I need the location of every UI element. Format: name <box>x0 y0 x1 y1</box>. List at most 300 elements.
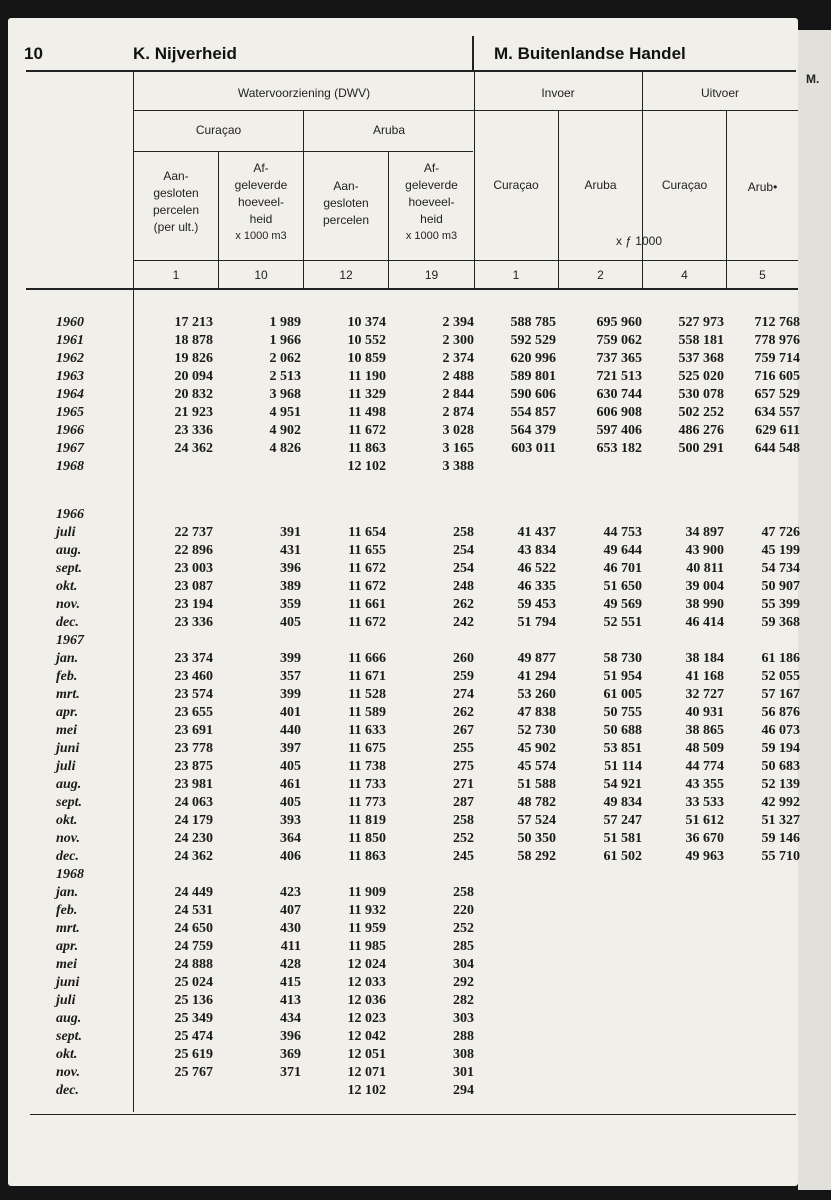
cell: 405 <box>280 795 301 810</box>
row-label: 1967 <box>56 441 84 456</box>
cell: 369 <box>280 1047 301 1062</box>
cell <box>568 902 642 920</box>
cell: 304 <box>453 957 474 972</box>
cell: 61 502 <box>603 849 642 864</box>
cell: 38 865 <box>685 723 724 738</box>
cell: 24 888 <box>174 957 213 972</box>
cell: 17 213 <box>174 315 213 330</box>
cell: 260 <box>453 651 474 666</box>
col-divider-5 <box>558 111 559 288</box>
cell: 396 <box>280 1029 301 1044</box>
cell: 50 688 <box>603 723 642 738</box>
col-code: 12 <box>339 268 353 282</box>
cell: 525 020 <box>678 369 724 384</box>
cell: 23 655 <box>174 705 213 720</box>
row-label: 1961 <box>56 333 84 348</box>
cell <box>486 1082 556 1100</box>
cell: 644 548 <box>754 441 800 456</box>
cell: 45 574 <box>517 759 556 774</box>
cell <box>486 992 556 1010</box>
cell: 12 042 <box>347 1029 386 1044</box>
month-row <box>8 704 798 722</box>
cell <box>568 1064 642 1082</box>
cell: 12 024 <box>347 957 386 972</box>
cell: 630 744 <box>596 387 642 402</box>
annual-row <box>8 314 798 332</box>
cell: 20 832 <box>174 387 213 402</box>
cell: 12 102 <box>347 459 386 474</box>
cell <box>143 1082 213 1100</box>
cell: 61 005 <box>603 687 642 702</box>
cell: 1 966 <box>269 333 301 348</box>
cell: 34 897 <box>685 525 724 540</box>
cell <box>568 956 642 974</box>
row-label: nov. <box>56 597 80 612</box>
year-heading-1966: 1966 <box>56 507 84 522</box>
cell <box>568 1046 642 1064</box>
cell <box>652 992 724 1010</box>
cell: 61 186 <box>761 651 800 666</box>
row-label: apr. <box>56 705 79 720</box>
year-heading-1968: 1968 <box>56 867 84 882</box>
row-label: juni <box>56 741 80 756</box>
cell: 502 252 <box>678 405 724 420</box>
row-label: jan. <box>56 651 79 666</box>
cell: 24 650 <box>174 921 213 936</box>
col-code: 4 <box>681 268 688 282</box>
cell: 11 738 <box>348 759 386 774</box>
cell <box>568 1010 642 1028</box>
cell: 22 896 <box>174 543 213 558</box>
col-code: 10 <box>254 268 268 282</box>
row-label: aug. <box>56 1011 82 1026</box>
cell: 25 024 <box>174 975 213 990</box>
cell <box>568 920 642 938</box>
cell: 282 <box>453 993 474 1008</box>
cell: 49 834 <box>603 795 642 810</box>
cell <box>486 884 556 902</box>
cell: 52 551 <box>603 615 642 630</box>
cell: 52 139 <box>761 777 800 792</box>
header-imports-aruba: Aruba <box>584 178 617 192</box>
cell: 11 932 <box>348 903 386 918</box>
cell: 258 <box>453 813 474 828</box>
cell <box>568 992 642 1010</box>
cell: 413 <box>280 993 301 1008</box>
cell: 11 655 <box>348 543 386 558</box>
cell: 46 073 <box>761 723 800 738</box>
cell: 399 <box>280 651 301 666</box>
annual-row <box>8 404 798 422</box>
cell: 399 <box>280 687 301 702</box>
cell: 275 <box>453 759 474 774</box>
cell: 48 509 <box>685 741 724 756</box>
cell: 423 <box>280 885 301 900</box>
header-rule-3 <box>133 260 798 261</box>
cell: 38 184 <box>685 651 724 666</box>
cell: 411 <box>280 939 301 954</box>
cell: 32 727 <box>685 687 724 702</box>
row-label: jan. <box>56 885 79 900</box>
header-imports-curacao: Curaçao <box>493 178 539 192</box>
cell: 50 350 <box>517 831 556 846</box>
row-label: sept. <box>56 795 83 810</box>
cell: 440 <box>280 723 301 738</box>
cell: 258 <box>453 885 474 900</box>
af-line1: Af- <box>423 161 440 175</box>
col-code: 2 <box>597 268 604 282</box>
cell: 461 <box>280 777 301 792</box>
row-label: dec. <box>56 849 79 864</box>
cell: 397 <box>280 741 301 756</box>
header-imports: Invoer <box>541 86 575 100</box>
month-row <box>8 992 798 1010</box>
cell: 2 394 <box>442 315 474 330</box>
cell: 12 071 <box>347 1065 386 1080</box>
cell <box>730 1046 800 1064</box>
cell: 41 168 <box>685 669 724 684</box>
month-row <box>8 902 798 920</box>
cell: 530 078 <box>678 387 724 402</box>
row-label: sept. <box>56 561 83 576</box>
cell: 11 589 <box>348 705 386 720</box>
cell: 4 902 <box>269 423 301 438</box>
cell: 259 <box>453 669 474 684</box>
cell: 620 996 <box>510 351 556 366</box>
cell: 301 <box>453 1065 474 1080</box>
cell: 49 877 <box>517 651 556 666</box>
annual-row <box>8 350 798 368</box>
af-line2: geleverde <box>234 178 288 192</box>
cell: 603 011 <box>511 441 556 456</box>
cell <box>652 938 724 956</box>
cell: 716 605 <box>754 369 800 384</box>
cell <box>486 458 556 476</box>
cell: 44 753 <box>603 525 642 540</box>
cell: 252 <box>453 921 474 936</box>
cell: 254 <box>453 543 474 558</box>
cell <box>143 458 213 476</box>
cell <box>652 902 724 920</box>
af-line3: hoeveel- <box>237 195 285 209</box>
aang-line1: Aan- <box>333 179 359 193</box>
cell: 11 850 <box>348 831 386 846</box>
cell: 3 968 <box>269 387 301 402</box>
cell: 537 368 <box>678 351 724 366</box>
cell <box>568 938 642 956</box>
af-line3: hoeveel- <box>408 195 455 209</box>
cell: 51 794 <box>517 615 556 630</box>
cell: 405 <box>280 615 301 630</box>
cell: 39 004 <box>685 579 724 594</box>
cell: 695 960 <box>596 315 642 330</box>
cell: 406 <box>280 849 301 864</box>
cell: 294 <box>453 1083 474 1098</box>
cell: 759 714 <box>754 351 800 366</box>
cell: 23 336 <box>174 615 213 630</box>
cell <box>486 1010 556 1028</box>
cell: 407 <box>280 903 301 918</box>
row-label: juli <box>56 993 76 1008</box>
cell: 4 826 <box>269 441 301 456</box>
cell: 46 701 <box>603 561 642 576</box>
row-label: okt. <box>56 813 78 828</box>
table-bottom-rule <box>30 1114 796 1115</box>
cell: 11 661 <box>348 597 386 612</box>
cell: 45 902 <box>517 741 556 756</box>
annual-row <box>8 332 798 350</box>
cell <box>730 992 800 1010</box>
row-label: aug. <box>56 543 82 558</box>
month-row <box>8 1046 798 1064</box>
cell: 41 437 <box>517 525 556 540</box>
cell: 24 230 <box>174 831 213 846</box>
cell: 2 374 <box>442 351 474 366</box>
cell: 25 619 <box>174 1047 213 1062</box>
cell: 252 <box>453 831 474 846</box>
cell: 58 730 <box>603 651 642 666</box>
cell: 24 531 <box>174 903 213 918</box>
cell: 287 <box>453 795 474 810</box>
af-line4: heid <box>249 212 273 226</box>
row-label: nov. <box>56 1065 80 1080</box>
cell: 391 <box>280 525 301 540</box>
row-label: 1960 <box>56 315 84 330</box>
cell <box>730 956 800 974</box>
row-label: apr. <box>56 939 79 954</box>
cell <box>486 920 556 938</box>
cell: 11 671 <box>348 669 386 684</box>
cell <box>730 1010 800 1028</box>
cell: 23 691 <box>174 723 213 738</box>
cell <box>730 938 800 956</box>
header-exports-aruba: Arub• <box>747 180 778 194</box>
aang-line4: (per ult.) <box>153 220 199 234</box>
month-row <box>8 884 798 902</box>
cell: 49 569 <box>603 597 642 612</box>
cell: 57 247 <box>603 813 642 828</box>
cell: 43 834 <box>517 543 556 558</box>
annual-row <box>8 386 798 404</box>
af-unit: x 1000 m3 <box>405 230 458 242</box>
cell: 57 167 <box>761 687 800 702</box>
header-currency-unit: x ƒ 1000 <box>615 234 663 248</box>
row-label: 1968 <box>56 459 84 474</box>
cell <box>486 938 556 956</box>
cell: 564 379 <box>510 423 556 438</box>
cell: 25 474 <box>174 1029 213 1044</box>
month-row <box>8 542 798 560</box>
month-row <box>8 578 798 596</box>
cell: 254 <box>453 561 474 576</box>
cell: 2 300 <box>442 333 474 348</box>
year-heading-1967: 1967 <box>56 633 84 648</box>
cell: 58 292 <box>517 849 556 864</box>
cell: 23 875 <box>174 759 213 774</box>
row-label: juni <box>56 975 80 990</box>
row-label: sept. <box>56 1029 83 1044</box>
row-label: dec. <box>56 615 79 630</box>
cell: 11 528 <box>348 687 386 702</box>
cell: 12 033 <box>347 975 386 990</box>
cell <box>730 974 800 992</box>
cell: 24 362 <box>174 849 213 864</box>
cell: 10 552 <box>347 333 386 348</box>
cell: 3 028 <box>442 423 474 438</box>
header-exports-curacao: Curaçao <box>661 178 708 192</box>
header-rule-bottom <box>26 288 798 290</box>
cell: 59 194 <box>761 741 800 756</box>
cell: 51 588 <box>517 777 556 792</box>
cell: 23 336 <box>174 423 213 438</box>
cell: 389 <box>280 579 301 594</box>
cell: 23 374 <box>174 651 213 666</box>
cell: 25 136 <box>174 993 213 1008</box>
cell: 43 900 <box>685 543 724 558</box>
cell: 38 990 <box>685 597 724 612</box>
month-row <box>8 974 798 992</box>
cell: 43 355 <box>685 777 724 792</box>
cell: 23 087 <box>174 579 213 594</box>
row-label: mei <box>56 723 77 738</box>
col-code: 1 <box>512 268 520 282</box>
cell: 50 755 <box>603 705 642 720</box>
month-row <box>8 722 798 740</box>
cell: 51 954 <box>603 669 642 684</box>
cell: 11 909 <box>348 885 386 900</box>
cell: 415 <box>280 975 301 990</box>
cell: 46 522 <box>517 561 556 576</box>
cell: 44 774 <box>685 759 724 774</box>
cell: 25 767 <box>174 1065 213 1080</box>
header-water-supply: Watervoorziening (DWV) <box>237 86 371 100</box>
cell: 23 574 <box>174 687 213 702</box>
cell: 46 414 <box>685 615 724 630</box>
cell: 11 959 <box>348 921 386 936</box>
cell: 11 819 <box>348 813 386 828</box>
cell: 47 726 <box>761 525 800 540</box>
cell <box>568 1028 642 1046</box>
af-line1: Af- <box>253 161 269 175</box>
row-label: juli <box>56 525 76 540</box>
cell: 22 737 <box>174 525 213 540</box>
cell: 500 291 <box>678 441 724 456</box>
cell: 308 <box>453 1047 474 1062</box>
header-connected-parcels-curacao <box>134 168 218 236</box>
cell <box>652 458 724 476</box>
header-delivered-curacao <box>219 160 303 245</box>
cell: 53 851 <box>603 741 642 756</box>
cell: 3 388 <box>442 459 474 474</box>
cell: 262 <box>453 705 474 720</box>
header-curacao: Curaçao <box>195 123 242 137</box>
month-row <box>8 650 798 668</box>
header-rule-1 <box>133 110 798 111</box>
annual-row <box>8 458 798 476</box>
cell: 24 063 <box>174 795 213 810</box>
cell: 357 <box>280 669 301 684</box>
cell: 18 878 <box>174 333 213 348</box>
aang-line2: gesloten <box>323 196 369 210</box>
month-row <box>8 812 798 830</box>
row-label: feb. <box>56 903 78 918</box>
cell: 11 672 <box>348 561 386 576</box>
cell: 56 876 <box>761 705 800 720</box>
row-label: mei <box>56 957 77 972</box>
row-label: okt. <box>56 579 78 594</box>
cell: 737 365 <box>596 351 642 366</box>
cell <box>652 884 724 902</box>
cell: 405 <box>280 759 301 774</box>
cell: 48 782 <box>517 795 556 810</box>
cell: 55 399 <box>761 597 800 612</box>
cell: 51 327 <box>761 813 800 828</box>
row-label: mrt. <box>56 921 80 936</box>
cell: 285 <box>453 939 474 954</box>
cell <box>223 458 301 476</box>
cell: 255 <box>453 741 474 756</box>
cell: 371 <box>280 1065 301 1080</box>
cell: 25 349 <box>174 1011 213 1026</box>
cell: 527 973 <box>678 315 724 330</box>
cell: 554 857 <box>510 405 556 420</box>
cell: 11 329 <box>348 387 386 402</box>
cell: 51 581 <box>603 831 642 846</box>
cell: 2 513 <box>269 369 301 384</box>
row-label: okt. <box>56 1047 78 1062</box>
cell <box>652 1028 724 1046</box>
cell <box>568 1082 642 1100</box>
cell <box>730 458 800 476</box>
next-page-edge <box>798 30 831 1190</box>
cell: 53 260 <box>517 687 556 702</box>
cell: 486 276 <box>678 423 724 438</box>
annual-row <box>8 368 798 386</box>
cell: 721 513 <box>596 369 642 384</box>
cell <box>486 974 556 992</box>
cell: 24 759 <box>174 939 213 954</box>
cell: 59 368 <box>761 615 800 630</box>
cell: 2 844 <box>442 387 474 402</box>
cell: 12 102 <box>347 1083 386 1098</box>
cell: 20 094 <box>174 369 213 384</box>
row-label: 1964 <box>56 387 84 402</box>
cell <box>568 974 642 992</box>
cell: 51 650 <box>603 579 642 594</box>
cell: 50 907 <box>761 579 800 594</box>
cell: 396 <box>280 561 301 576</box>
cell: 50 683 <box>761 759 800 774</box>
cell: 258 <box>453 525 474 540</box>
cell: 248 <box>453 579 474 594</box>
aang-line2: gesloten <box>153 186 199 200</box>
cell: 11 672 <box>348 423 386 438</box>
cell: 24 362 <box>174 441 213 456</box>
cell: 2 062 <box>269 351 301 366</box>
cell: 59 453 <box>517 597 556 612</box>
cell <box>486 956 556 974</box>
right-section-title: M. Buitenlandse Handel <box>494 44 686 63</box>
header-rule-top <box>26 70 796 72</box>
cell: 1 989 <box>269 315 301 330</box>
cell: 40 811 <box>686 561 724 576</box>
cell: 46 335 <box>517 579 556 594</box>
row-label: mrt. <box>56 687 80 702</box>
cell: 401 <box>280 705 301 720</box>
cell: 54 921 <box>603 777 642 792</box>
month-row <box>8 1028 798 1046</box>
cell: 590 606 <box>510 387 556 402</box>
